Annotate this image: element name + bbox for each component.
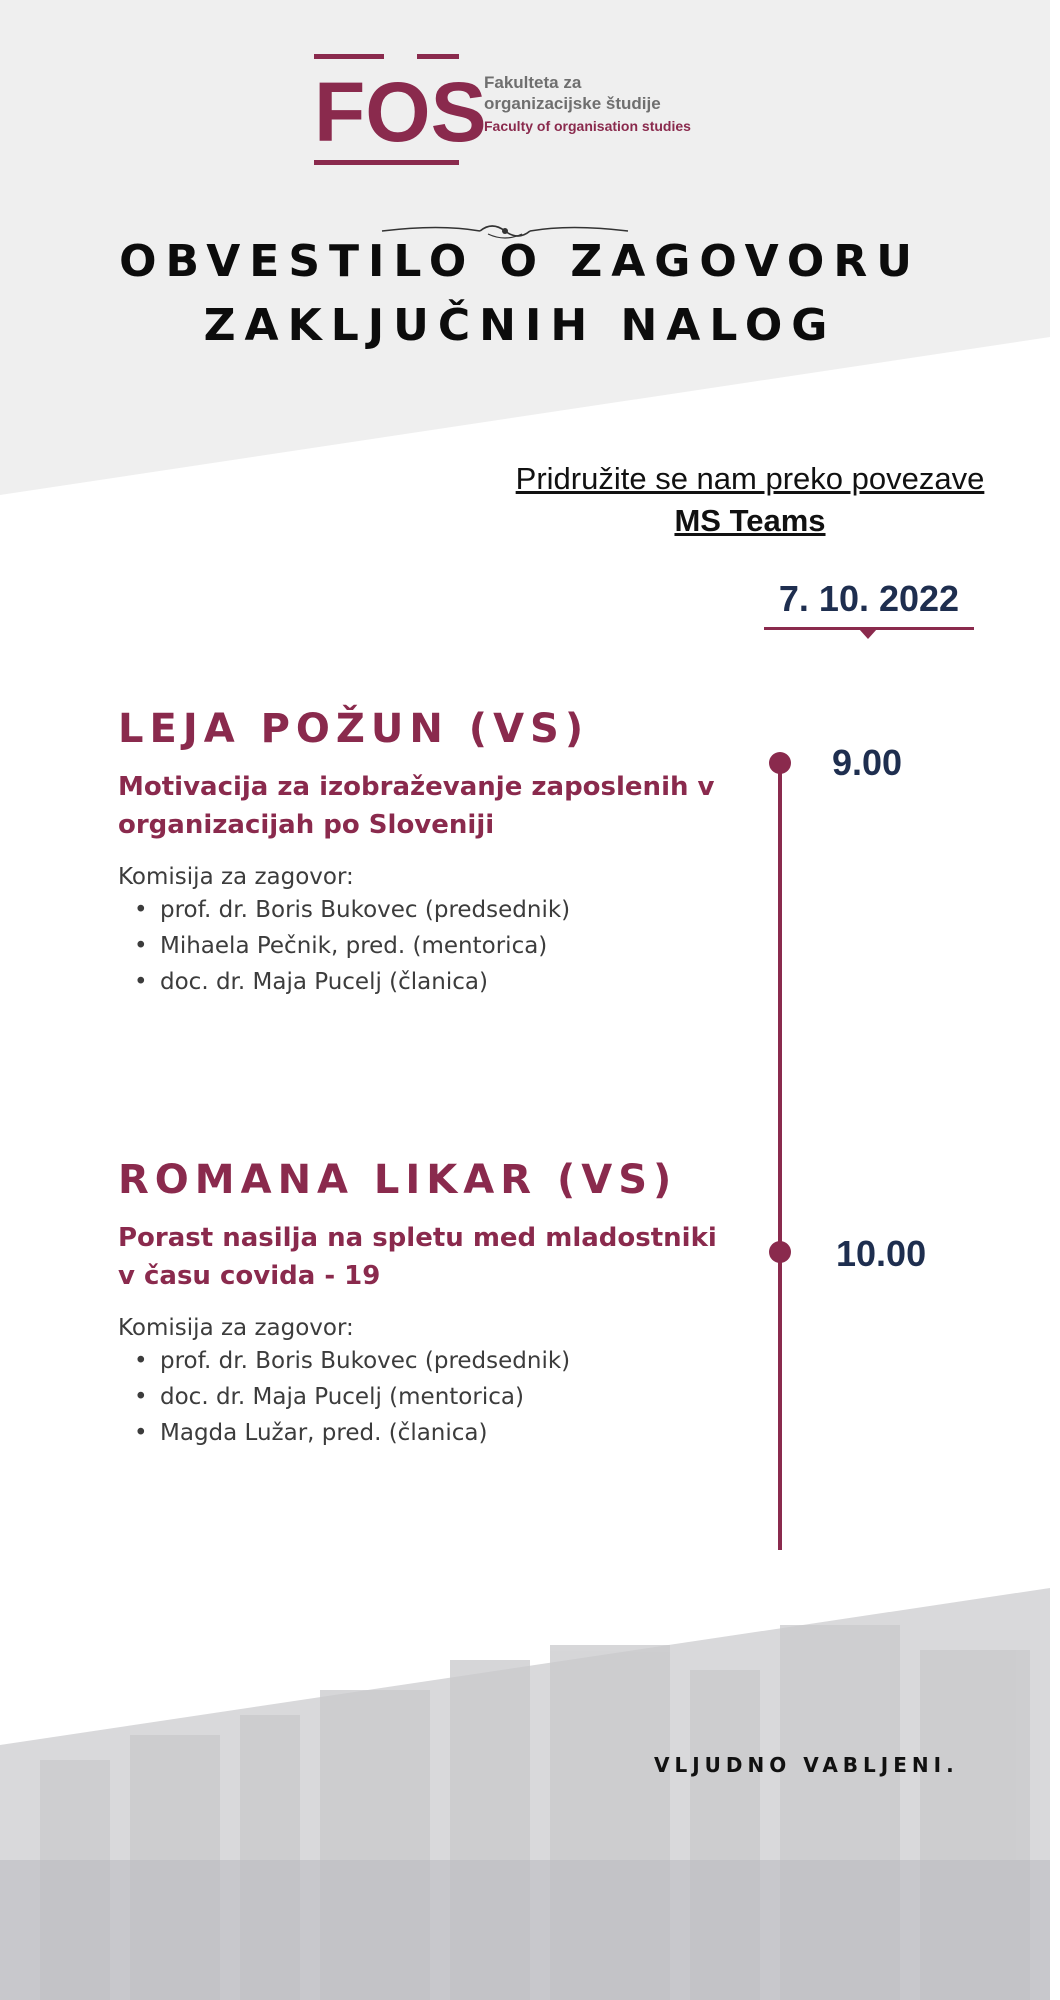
logo-line-3: Faculty of organisation studies (484, 117, 691, 134)
committee-list (118, 892, 738, 1000)
timeline-line (778, 763, 782, 1550)
defense-entry-1 (118, 706, 738, 1000)
committee-member: • Mihaela Pečnik, pred. (mentorica) (130, 928, 738, 964)
ms-teams-link[interactable]: MS Teams (674, 503, 826, 538)
committee-member: • doc. dr. Maja Pucelj (mentorica) (130, 1379, 738, 1415)
time-slot-2: 10.00 (836, 1233, 927, 1274)
candidate-name: ROMANA LIKAR (VS) (118, 1157, 678, 1203)
committee-list (118, 1343, 738, 1451)
date-pointer-icon (859, 629, 877, 639)
time-slot-1: 9.00 (832, 742, 903, 783)
city-lower-haze (0, 1860, 1050, 2000)
thesis-title: Motivacija za izobraževanje zaposlenih v organizacijah po Sloveniji (118, 772, 715, 840)
timeline-dot-1 (769, 752, 791, 774)
logo-line-1: Fakulteta za (484, 73, 582, 92)
fos-logo-letters: FOS (314, 65, 487, 159)
committee-label: Komisija za zagovor: (118, 864, 354, 890)
thesis-title: Porast nasilja na spletu med mladostniki v času covida - 19 (118, 1223, 717, 1291)
fos-logo-mark (314, 54, 487, 166)
page-title (0, 230, 1040, 358)
join-link-text[interactable]: Pridružite se nam preko povezave (515, 461, 985, 496)
title-line-1: OBVESTILO O ZAGOVORU (119, 236, 921, 287)
candidate-name: LEJA POŽUN (VS) (118, 706, 590, 752)
defense-entry-2 (118, 1157, 738, 1451)
committee-member: • prof. dr. Boris Bukovec (predsednik) (130, 892, 738, 928)
logo-line-2: organizacijske študije (484, 94, 661, 114)
event-date: 7. 10. 2022 (778, 578, 960, 619)
committee-member: • doc. dr. Maja Pucelj (članica) (130, 964, 738, 1000)
committee-member: • Magda Lužar, pred. (članica) (130, 1415, 738, 1451)
committee-label: Komisija za zagovor: (118, 1315, 354, 1341)
ms-teams-join (440, 458, 1060, 542)
fos-logo-text (484, 72, 691, 135)
closing-text: VLJUDNO VABLJENI. (654, 1753, 959, 1777)
committee-member: • prof. dr. Boris Bukovec (predsednik) (130, 1343, 738, 1379)
title-line-2: ZAKLJUČNIH NALOG (203, 300, 837, 351)
timeline-dot-2 (769, 1241, 791, 1263)
fos-logo (314, 54, 694, 166)
